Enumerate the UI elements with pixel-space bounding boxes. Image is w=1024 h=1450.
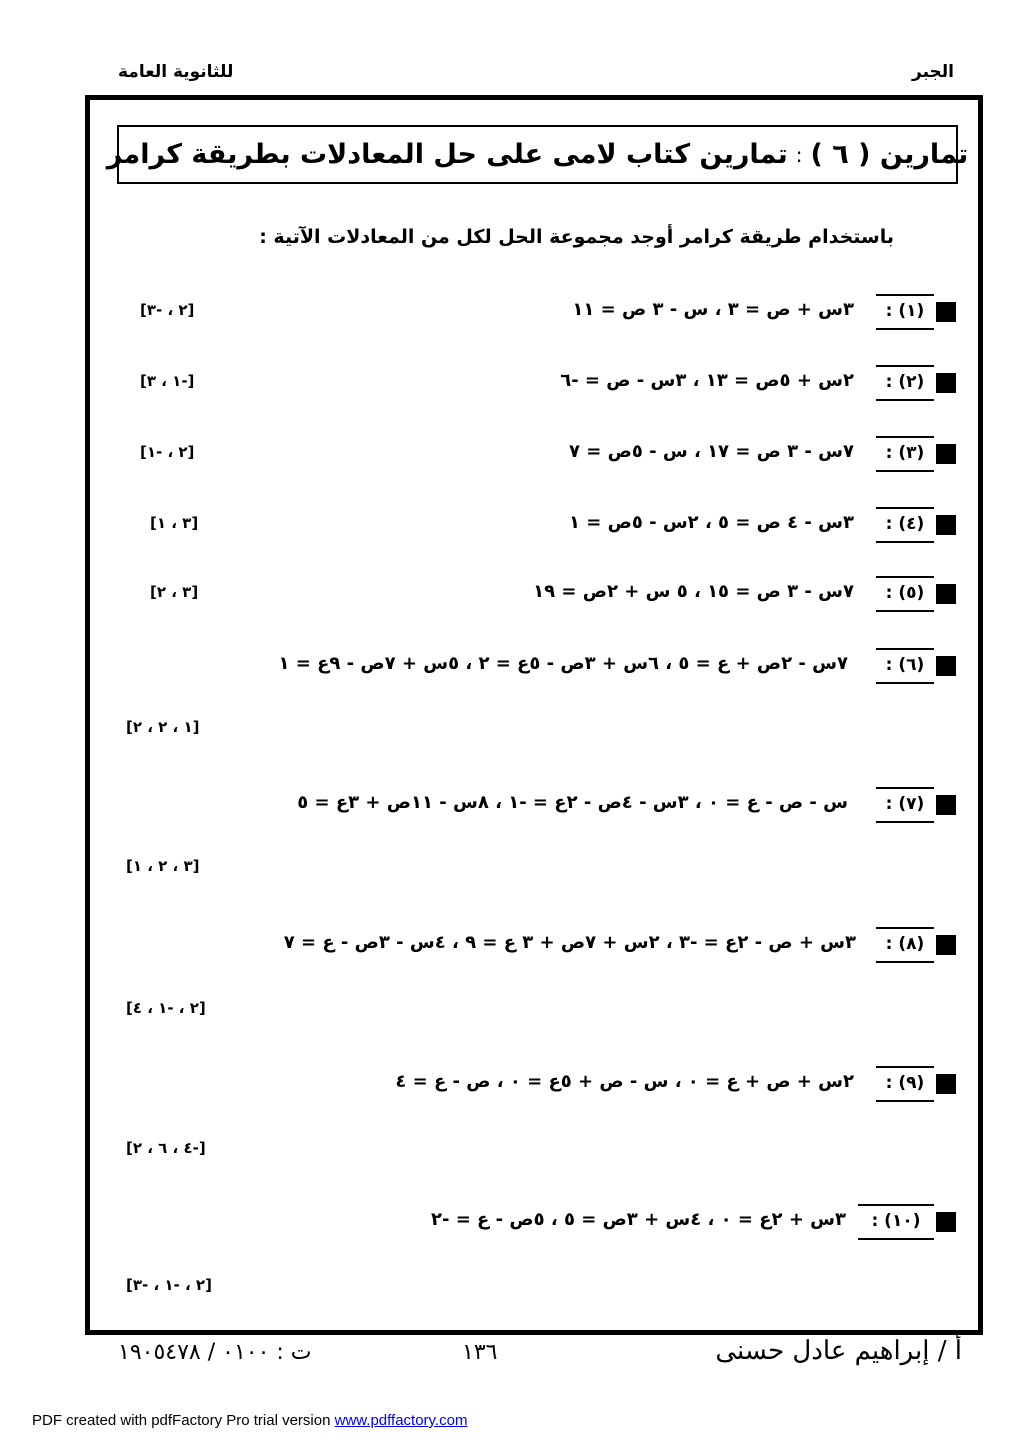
title-box	[106, 125, 969, 184]
bullet-square-icon	[936, 584, 956, 604]
exercise-8	[0, 927, 1024, 967]
exercise-7-answer: [٣ ، ٢ ، ١]	[126, 857, 200, 875]
footer-author: أ / إبراهيم عادل حسنى	[715, 1336, 962, 1366]
exercise-6	[0, 648, 1024, 688]
bullet-square-icon	[936, 795, 956, 815]
bullet-square-icon	[936, 515, 956, 535]
exercise-label: (٧) :	[876, 787, 934, 823]
exercise-answer: [٢ ، -١]	[140, 443, 195, 461]
exercise-8-answer: [٢ ، -١ ، ٤]	[126, 999, 206, 1017]
pdf-watermark-note	[32, 1412, 467, 1429]
exercise-equation: ٣س + ٢ع = ٠ ، ٤س + ٣ص = ٥ ، ٥ص - ع = -٢	[430, 1209, 846, 1230]
exercise-label: (٨) :	[876, 927, 934, 963]
bullet-square-icon	[936, 656, 956, 676]
bullet-square-icon	[936, 444, 956, 464]
exercise-label: (٥) :	[876, 576, 934, 612]
exercise-label: (٣) :	[876, 436, 934, 472]
pdf-note-text: PDF created with pdfFactory Pro trial version	[32, 1412, 335, 1429]
footer-phone: ت : ٠١٠٠ / ١٩٠٥٤٧٨	[118, 1340, 312, 1365]
bullet-square-icon	[936, 373, 956, 393]
header-subject: الجبر	[912, 62, 954, 82]
title-main: تمارين ( ٦ )	[810, 139, 969, 170]
exercise-9-answer: [-٤ ، ٦ ، ٢]	[126, 1139, 206, 1157]
bullet-square-icon	[936, 302, 956, 322]
exercise-7	[0, 787, 1024, 827]
page-frame	[85, 95, 983, 1335]
bullet-square-icon	[936, 1212, 956, 1232]
exercise-label: (١) :	[876, 294, 934, 330]
title-separator: :	[795, 142, 803, 167]
exercise-2	[0, 365, 1024, 405]
exercise-5	[0, 576, 1024, 616]
instruction-text: باستخدام طريقة كرامر أوجد مجموعة الحل لكل من المعادلات الآتية :	[259, 226, 894, 248]
exercise-equation: س - ص - ع = ٠ ، ٣س - ٤ص - ٢ع = -١ ، ٨س - ١١ص + ٣ع = ٥	[297, 792, 848, 813]
exercise-answer: [٣ ، ٢]	[150, 583, 199, 601]
bullet-square-icon	[936, 935, 956, 955]
exercise-label: (٤) :	[876, 507, 934, 543]
exercise-10	[0, 1204, 1024, 1244]
exercise-label: (٦) :	[876, 648, 934, 684]
bullet-square-icon	[936, 1074, 956, 1094]
exercise-answer: [٢ ، -٣]	[140, 301, 195, 319]
exercise-1	[0, 294, 1024, 334]
exercise-equation: ٢س + ٥ص = ١٣ ، ٣س - ص = -٦	[560, 370, 854, 391]
exercise-9	[0, 1066, 1024, 1106]
exercise-label: (٢) :	[876, 365, 934, 401]
exercise-label: (١٠) :	[858, 1204, 934, 1240]
exercise-equation: ٧س - ٢ص + ع = ٥ ، ٦س + ٣ص - ٥ع = ٢ ، ٥س + ٧ص - ٩ع = ١	[278, 653, 848, 674]
exercise-equation: ٧س - ٣ ص = ١٥ ، ٥ س + ٢ص = ١٩	[533, 581, 854, 602]
exercise-3	[0, 436, 1024, 476]
exercise-4	[0, 507, 1024, 547]
exercise-equation: ٣س - ٤ ص = ٥ ، ٢س - ٥ص = ١	[568, 512, 854, 533]
pdf-factory-link[interactable]: www.pdffactory.com	[334, 1412, 468, 1429]
exercise-equation: ٧س - ٣ ص = ١٧ ، س - ٥ص = ٧	[569, 441, 854, 462]
page-number: ١٣٦	[462, 1340, 498, 1365]
exercise-answer: [-١ ، ٣]	[140, 372, 195, 390]
exercise-6-answer: [١ ، ٢ ، ٢]	[126, 718, 200, 736]
exercise-label: (٩) :	[876, 1066, 934, 1102]
header-grade: للثانوية العامة	[118, 62, 234, 82]
title-sub: تمارين كتاب لامى على حل المعادلات بطريقة كرامر	[106, 139, 788, 170]
exercise-equation: ٣س + ص = ٣ ، س - ٣ ص = ١١	[572, 299, 854, 320]
exercise-equation: ٢س + ص + ع = ٠ ، س - ص + ٥ع = ٠ ، ص - ع = ٤	[395, 1071, 854, 1092]
exercise-answer: [٣ ، ١]	[150, 514, 199, 532]
exercise-10-answer: [٢ ، -١ ، -٣]	[126, 1276, 212, 1294]
exercise-equation: ٣س + ص - ٢ع = -٣ ، ٢س + ٧ص + ٣ ع = ٩ ، ٤س - ٣ص - ع = ٧	[283, 932, 856, 953]
